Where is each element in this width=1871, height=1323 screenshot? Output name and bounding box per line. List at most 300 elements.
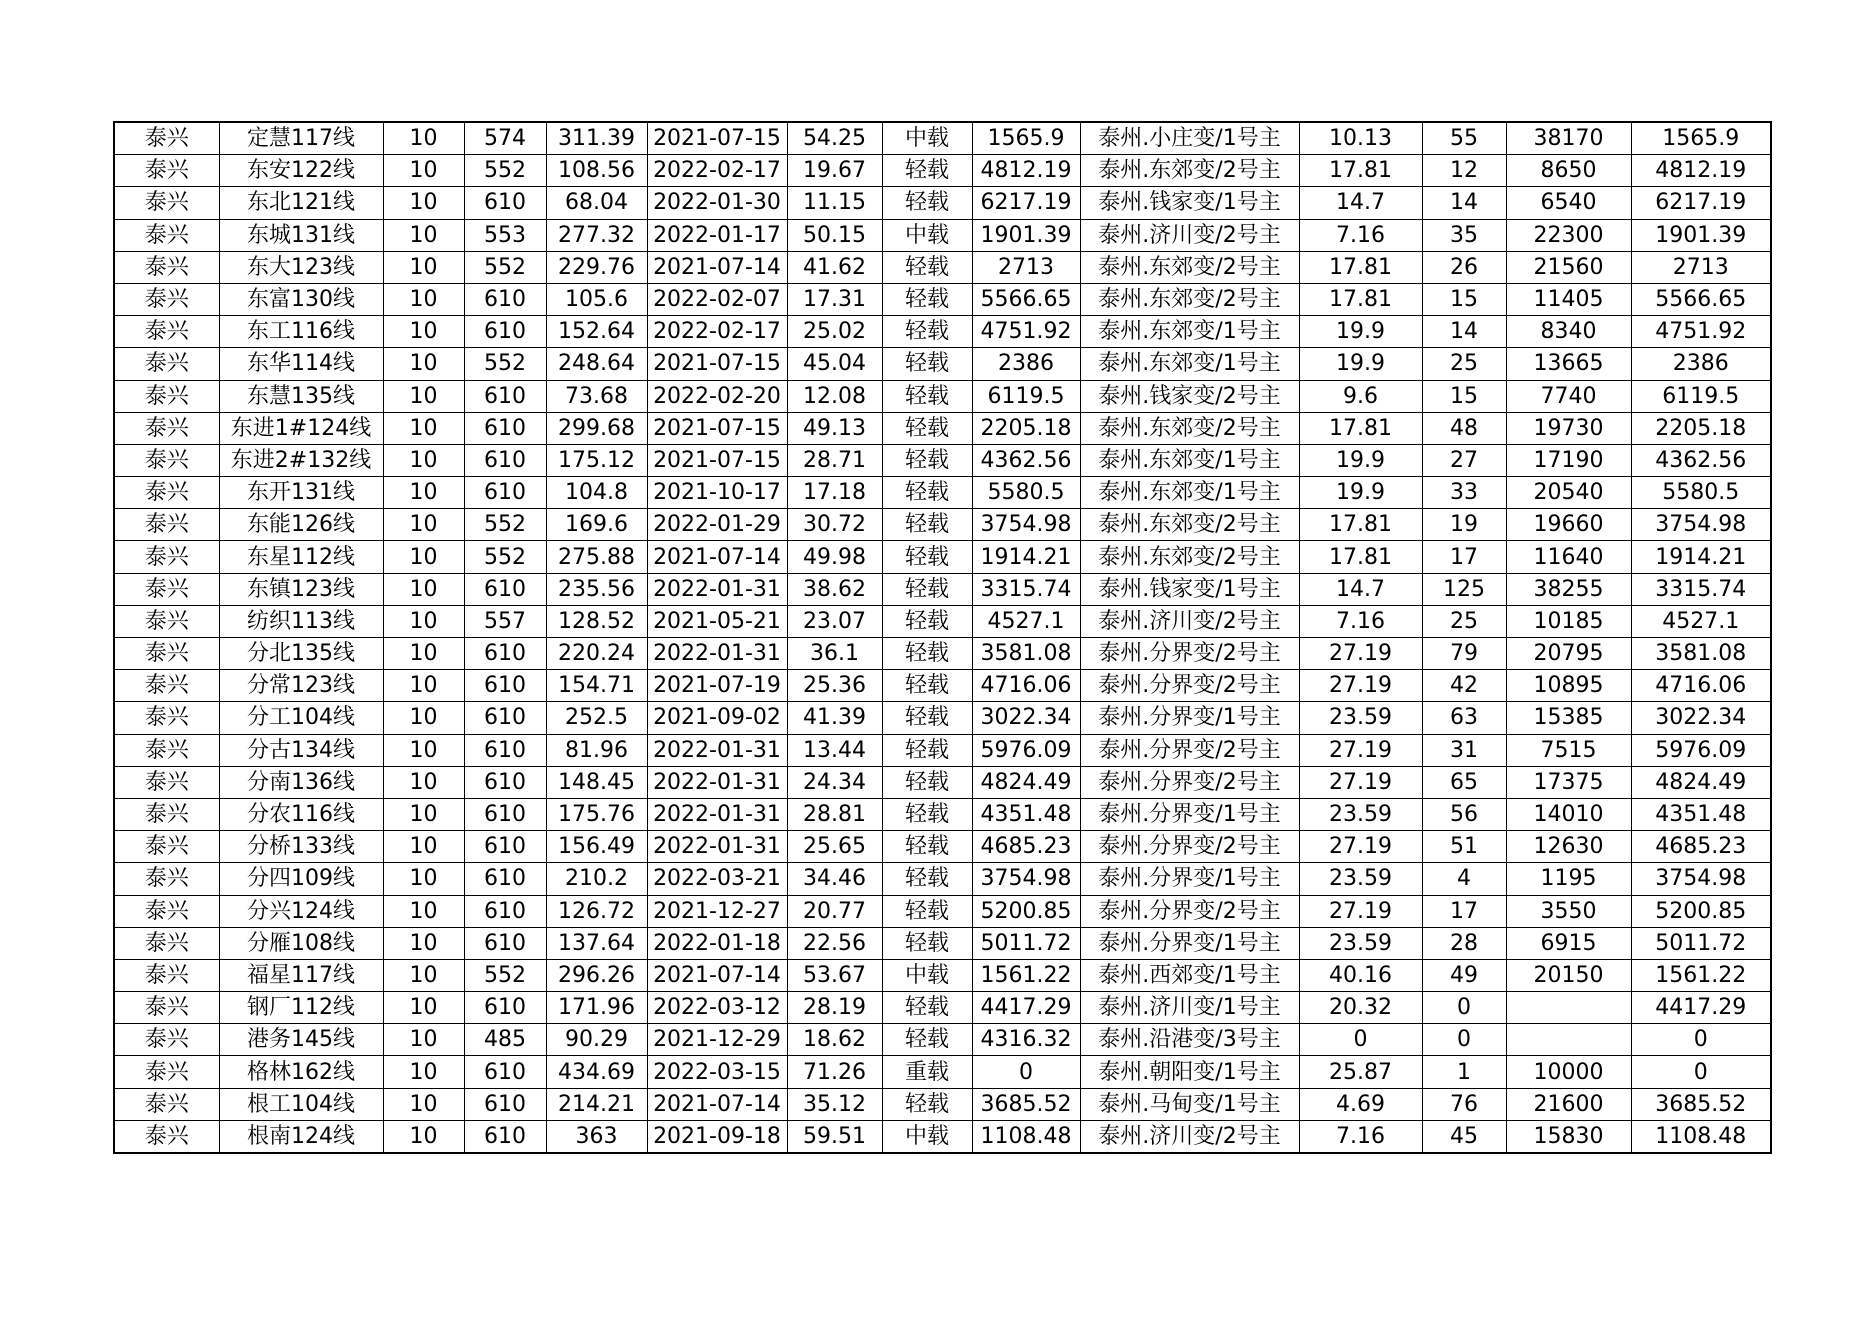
cell-date: 2022-01-31 <box>647 638 787 670</box>
cell-date: 2022-03-21 <box>647 863 787 895</box>
table-row <box>114 766 1771 798</box>
cell-date: 2021-12-27 <box>647 895 787 927</box>
cell-capacity: 552 <box>464 509 546 541</box>
cell-load-level: 轻载 <box>882 702 972 734</box>
table-row <box>114 541 1771 573</box>
cell-user-capacity <box>1506 992 1631 1024</box>
cell-load-level: 轻载 <box>882 831 972 863</box>
cell-line-name: 港务145线 <box>219 1024 383 1056</box>
cell-load-current: 73.68 <box>546 380 647 412</box>
cell-substation: 泰州.钱家变/2号主 <box>1080 380 1299 412</box>
cell-substation: 泰州.济川变/2号主 <box>1080 605 1299 637</box>
cell-date: 2022-02-17 <box>647 316 787 348</box>
cell-main-load-rate: 17.81 <box>1299 155 1422 187</box>
cell-date: 2022-01-31 <box>647 798 787 830</box>
cell-date: 2021-07-15 <box>647 348 787 380</box>
cell-load-current: 128.52 <box>546 605 647 637</box>
cell-load-current: 248.64 <box>546 348 647 380</box>
cell-user-count: 15 <box>1422 283 1506 315</box>
cell-capacity: 610 <box>464 316 546 348</box>
cell-user-capacity: 21600 <box>1506 1088 1631 1120</box>
cell-date: 2022-03-12 <box>647 992 787 1024</box>
cell-remaining-capacity: 3315.74 <box>1631 573 1771 605</box>
cell-capacity: 610 <box>464 380 546 412</box>
cell-load-current: 171.96 <box>546 992 647 1024</box>
cell-remaining-capacity: 4362.56 <box>1631 444 1771 476</box>
cell-date: 2022-01-31 <box>647 573 787 605</box>
cell-user-count: 63 <box>1422 702 1506 734</box>
cell-capacity: 610 <box>464 895 546 927</box>
cell-user-count: 49 <box>1422 959 1506 991</box>
cell-date: 2021-07-15 <box>647 412 787 444</box>
cell-available-capacity: 5200.85 <box>972 895 1080 927</box>
cell-voltage: 10 <box>383 831 464 863</box>
cell-load-level: 轻载 <box>882 1024 972 1056</box>
cell-capacity: 552 <box>464 251 546 283</box>
cell-user-count: 76 <box>1422 1088 1506 1120</box>
cell-substation: 泰州.分界变/2号主 <box>1080 734 1299 766</box>
cell-line-name: 分工104线 <box>219 702 383 734</box>
cell-user-capacity: 11640 <box>1506 541 1631 573</box>
cell-voltage: 10 <box>383 122 464 155</box>
cell-user-capacity: 10000 <box>1506 1056 1631 1088</box>
table-row <box>114 1056 1771 1088</box>
cell-load-current: 210.2 <box>546 863 647 895</box>
cell-region: 泰兴 <box>114 348 219 380</box>
cell-main-load-rate: 27.19 <box>1299 670 1422 702</box>
cell-substation: 泰州.钱家变/1号主 <box>1080 573 1299 605</box>
cell-voltage: 10 <box>383 959 464 991</box>
cell-main-load-rate: 14.7 <box>1299 573 1422 605</box>
cell-substation: 泰州.西郊变/1号主 <box>1080 959 1299 991</box>
cell-user-capacity: 8340 <box>1506 316 1631 348</box>
cell-remaining-capacity: 4751.92 <box>1631 316 1771 348</box>
table-row <box>114 477 1771 509</box>
cell-voltage: 10 <box>383 316 464 348</box>
cell-substation: 泰州.东郊变/2号主 <box>1080 412 1299 444</box>
cell-date: 2021-07-15 <box>647 122 787 155</box>
cell-substation: 泰州.分界变/1号主 <box>1080 927 1299 959</box>
cell-main-load-rate: 17.81 <box>1299 509 1422 541</box>
cell-region: 泰兴 <box>114 863 219 895</box>
cell-region: 泰兴 <box>114 444 219 476</box>
cell-substation: 泰州.东郊变/1号主 <box>1080 316 1299 348</box>
cell-substation: 泰州.马甸变/1号主 <box>1080 1088 1299 1120</box>
cell-date: 2021-12-29 <box>647 1024 787 1056</box>
cell-remaining-capacity: 4527.1 <box>1631 605 1771 637</box>
cell-voltage: 10 <box>383 702 464 734</box>
cell-load-rate: 49.98 <box>787 541 882 573</box>
cell-line-name: 东开131线 <box>219 477 383 509</box>
cell-user-count: 0 <box>1422 1024 1506 1056</box>
cell-capacity: 610 <box>464 638 546 670</box>
table-row <box>114 219 1771 251</box>
cell-capacity: 610 <box>464 798 546 830</box>
cell-line-name: 纺织113线 <box>219 605 383 637</box>
cell-substation: 泰州.济川变/1号主 <box>1080 992 1299 1024</box>
cell-main-load-rate: 25.87 <box>1299 1056 1422 1088</box>
cell-available-capacity: 4351.48 <box>972 798 1080 830</box>
cell-load-level: 轻载 <box>882 541 972 573</box>
cell-main-load-rate: 9.6 <box>1299 380 1422 412</box>
cell-line-name: 东富130线 <box>219 283 383 315</box>
table-row <box>114 380 1771 412</box>
table-row <box>114 927 1771 959</box>
cell-capacity: 610 <box>464 283 546 315</box>
cell-user-count: 125 <box>1422 573 1506 605</box>
cell-voltage: 10 <box>383 1120 464 1153</box>
cell-region: 泰兴 <box>114 219 219 251</box>
cell-load-level: 轻载 <box>882 187 972 219</box>
cell-user-count: 17 <box>1422 895 1506 927</box>
cell-available-capacity: 5976.09 <box>972 734 1080 766</box>
cell-substation: 泰州.东郊变/2号主 <box>1080 509 1299 541</box>
cell-line-name: 东能126线 <box>219 509 383 541</box>
cell-available-capacity: 4316.32 <box>972 1024 1080 1056</box>
cell-capacity: 552 <box>464 348 546 380</box>
cell-region: 泰兴 <box>114 380 219 412</box>
cell-capacity: 610 <box>464 187 546 219</box>
cell-load-rate: 45.04 <box>787 348 882 380</box>
cell-user-capacity: 19730 <box>1506 412 1631 444</box>
cell-substation: 泰州.东郊变/2号主 <box>1080 283 1299 315</box>
cell-line-name: 分兴124线 <box>219 895 383 927</box>
cell-voltage: 10 <box>383 187 464 219</box>
cell-load-level: 轻载 <box>882 316 972 348</box>
cell-line-name: 分雁108线 <box>219 927 383 959</box>
cell-line-name: 根南124线 <box>219 1120 383 1153</box>
cell-line-name: 钢厂112线 <box>219 992 383 1024</box>
cell-substation: 泰州.分界变/2号主 <box>1080 670 1299 702</box>
cell-user-count: 31 <box>1422 734 1506 766</box>
cell-load-current: 175.76 <box>546 798 647 830</box>
cell-load-current: 108.56 <box>546 155 647 187</box>
cell-main-load-rate: 17.81 <box>1299 412 1422 444</box>
cell-user-count: 35 <box>1422 219 1506 251</box>
cell-load-current: 137.64 <box>546 927 647 959</box>
cell-load-rate: 34.46 <box>787 863 882 895</box>
cell-load-rate: 50.15 <box>787 219 882 251</box>
cell-main-load-rate: 7.16 <box>1299 605 1422 637</box>
cell-load-level: 轻载 <box>882 509 972 541</box>
cell-line-name: 东慧135线 <box>219 380 383 412</box>
cell-line-name: 分古134线 <box>219 734 383 766</box>
cell-user-count: 25 <box>1422 348 1506 380</box>
cell-region: 泰兴 <box>114 316 219 348</box>
cell-voltage: 10 <box>383 638 464 670</box>
cell-region: 泰兴 <box>114 283 219 315</box>
cell-load-current: 296.26 <box>546 959 647 991</box>
cell-main-load-rate: 14.7 <box>1299 187 1422 219</box>
cell-date: 2021-09-02 <box>647 702 787 734</box>
cell-substation: 泰州.分界变/2号主 <box>1080 766 1299 798</box>
cell-substation: 泰州.东郊变/1号主 <box>1080 444 1299 476</box>
cell-voltage: 10 <box>383 283 464 315</box>
cell-available-capacity: 4716.06 <box>972 670 1080 702</box>
cell-line-name: 福星117线 <box>219 959 383 991</box>
cell-user-count: 26 <box>1422 251 1506 283</box>
cell-date: 2021-07-14 <box>647 959 787 991</box>
cell-remaining-capacity: 4417.29 <box>1631 992 1771 1024</box>
cell-date: 2022-01-17 <box>647 219 787 251</box>
cell-user-capacity: 15830 <box>1506 1120 1631 1153</box>
cell-available-capacity: 5580.5 <box>972 477 1080 509</box>
cell-line-name: 东城131线 <box>219 219 383 251</box>
cell-substation: 泰州.分界变/1号主 <box>1080 702 1299 734</box>
cell-substation: 泰州.济川变/2号主 <box>1080 219 1299 251</box>
cell-line-name: 东大123线 <box>219 251 383 283</box>
cell-load-rate: 19.67 <box>787 155 882 187</box>
table-body <box>114 122 1771 1153</box>
cell-region: 泰兴 <box>114 187 219 219</box>
cell-date: 2022-02-17 <box>647 155 787 187</box>
cell-available-capacity: 2713 <box>972 251 1080 283</box>
table-row <box>114 1024 1771 1056</box>
cell-remaining-capacity: 0 <box>1631 1056 1771 1088</box>
cell-available-capacity: 4527.1 <box>972 605 1080 637</box>
cell-region: 泰兴 <box>114 155 219 187</box>
cell-load-level: 中载 <box>882 219 972 251</box>
cell-load-rate: 41.39 <box>787 702 882 734</box>
cell-voltage: 10 <box>383 412 464 444</box>
cell-available-capacity: 6119.5 <box>972 380 1080 412</box>
cell-load-current: 235.56 <box>546 573 647 605</box>
cell-load-level: 轻载 <box>882 734 972 766</box>
cell-load-level: 轻载 <box>882 348 972 380</box>
cell-load-level: 轻载 <box>882 766 972 798</box>
cell-load-rate: 25.65 <box>787 831 882 863</box>
cell-user-count: 15 <box>1422 380 1506 412</box>
cell-region: 泰兴 <box>114 605 219 637</box>
cell-user-count: 45 <box>1422 1120 1506 1153</box>
cell-main-load-rate: 19.9 <box>1299 477 1422 509</box>
cell-available-capacity: 3022.34 <box>972 702 1080 734</box>
cell-load-rate: 59.51 <box>787 1120 882 1153</box>
cell-voltage: 10 <box>383 380 464 412</box>
cell-region: 泰兴 <box>114 734 219 766</box>
cell-available-capacity: 1914.21 <box>972 541 1080 573</box>
cell-voltage: 10 <box>383 1056 464 1088</box>
cell-remaining-capacity: 2713 <box>1631 251 1771 283</box>
cell-available-capacity: 1561.22 <box>972 959 1080 991</box>
cell-load-current: 148.45 <box>546 766 647 798</box>
cell-date: 2021-07-14 <box>647 251 787 283</box>
table-row <box>114 831 1771 863</box>
cell-date: 2022-01-31 <box>647 734 787 766</box>
table-row <box>114 670 1771 702</box>
cell-capacity: 610 <box>464 863 546 895</box>
cell-load-rate: 22.56 <box>787 927 882 959</box>
cell-date: 2021-07-19 <box>647 670 787 702</box>
cell-user-count: 55 <box>1422 122 1506 155</box>
cell-user-count: 48 <box>1422 412 1506 444</box>
cell-user-capacity: 10895 <box>1506 670 1631 702</box>
cell-available-capacity: 5011.72 <box>972 927 1080 959</box>
table-row <box>114 316 1771 348</box>
cell-user-capacity: 10185 <box>1506 605 1631 637</box>
cell-load-rate: 25.02 <box>787 316 882 348</box>
cell-substation: 泰州.分界变/2号主 <box>1080 895 1299 927</box>
table-row <box>114 863 1771 895</box>
cell-available-capacity: 1108.48 <box>972 1120 1080 1153</box>
cell-main-load-rate: 27.19 <box>1299 734 1422 766</box>
cell-main-load-rate: 19.9 <box>1299 316 1422 348</box>
cell-remaining-capacity: 1914.21 <box>1631 541 1771 573</box>
cell-line-name: 格林162线 <box>219 1056 383 1088</box>
cell-remaining-capacity: 5580.5 <box>1631 477 1771 509</box>
cell-user-count: 33 <box>1422 477 1506 509</box>
cell-region: 泰兴 <box>114 509 219 541</box>
cell-voltage: 10 <box>383 541 464 573</box>
cell-substation: 泰州.东郊变/2号主 <box>1080 155 1299 187</box>
cell-line-name: 分四109线 <box>219 863 383 895</box>
table-row <box>114 702 1771 734</box>
cell-region: 泰兴 <box>114 992 219 1024</box>
cell-load-rate: 18.62 <box>787 1024 882 1056</box>
cell-region: 泰兴 <box>114 927 219 959</box>
cell-region: 泰兴 <box>114 766 219 798</box>
cell-load-rate: 24.34 <box>787 766 882 798</box>
table-row <box>114 283 1771 315</box>
cell-main-load-rate: 17.81 <box>1299 251 1422 283</box>
cell-voltage: 10 <box>383 734 464 766</box>
cell-voltage: 10 <box>383 605 464 637</box>
cell-date: 2022-03-15 <box>647 1056 787 1088</box>
cell-remaining-capacity: 2205.18 <box>1631 412 1771 444</box>
cell-region: 泰兴 <box>114 412 219 444</box>
cell-main-load-rate: 20.32 <box>1299 992 1422 1024</box>
cell-user-capacity: 12630 <box>1506 831 1631 863</box>
cell-voltage: 10 <box>383 477 464 509</box>
cell-load-current: 252.5 <box>546 702 647 734</box>
cell-load-current: 277.32 <box>546 219 647 251</box>
cell-remaining-capacity: 4824.49 <box>1631 766 1771 798</box>
cell-user-count: 14 <box>1422 316 1506 348</box>
cell-load-rate: 36.1 <box>787 638 882 670</box>
cell-main-load-rate: 27.19 <box>1299 895 1422 927</box>
cell-load-current: 104.8 <box>546 477 647 509</box>
cell-load-rate: 17.31 <box>787 283 882 315</box>
cell-voltage: 10 <box>383 1024 464 1056</box>
cell-user-capacity: 1195 <box>1506 863 1631 895</box>
cell-user-capacity: 15385 <box>1506 702 1631 734</box>
cell-date: 2022-01-31 <box>647 766 787 798</box>
cell-substation: 泰州.济川变/2号主 <box>1080 1120 1299 1153</box>
cell-load-rate: 17.18 <box>787 477 882 509</box>
cell-user-capacity: 6915 <box>1506 927 1631 959</box>
cell-load-current: 214.21 <box>546 1088 647 1120</box>
cell-remaining-capacity: 2386 <box>1631 348 1771 380</box>
cell-line-name: 东星112线 <box>219 541 383 573</box>
cell-user-count: 51 <box>1422 831 1506 863</box>
cell-voltage: 10 <box>383 348 464 380</box>
cell-load-current: 156.49 <box>546 831 647 863</box>
cell-remaining-capacity: 6217.19 <box>1631 187 1771 219</box>
cell-capacity: 610 <box>464 831 546 863</box>
cell-date: 2022-01-29 <box>647 509 787 541</box>
cell-load-rate: 23.07 <box>787 605 882 637</box>
cell-available-capacity: 4417.29 <box>972 992 1080 1024</box>
cell-user-capacity: 20540 <box>1506 477 1631 509</box>
cell-available-capacity: 5566.65 <box>972 283 1080 315</box>
cell-load-current: 81.96 <box>546 734 647 766</box>
cell-user-capacity: 14010 <box>1506 798 1631 830</box>
cell-voltage: 10 <box>383 573 464 605</box>
cell-user-count: 28 <box>1422 927 1506 959</box>
cell-user-count: 1 <box>1422 1056 1506 1088</box>
cell-main-load-rate: 7.16 <box>1299 219 1422 251</box>
cell-region: 泰兴 <box>114 831 219 863</box>
cell-main-load-rate: 23.59 <box>1299 927 1422 959</box>
cell-main-load-rate: 23.59 <box>1299 702 1422 734</box>
cell-load-current: 90.29 <box>546 1024 647 1056</box>
cell-available-capacity: 4685.23 <box>972 831 1080 863</box>
cell-line-name: 东进1#124线 <box>219 412 383 444</box>
cell-capacity: 485 <box>464 1024 546 1056</box>
cell-substation: 泰州.东郊变/1号主 <box>1080 348 1299 380</box>
cell-load-current: 434.69 <box>546 1056 647 1088</box>
cell-load-rate: 54.25 <box>787 122 882 155</box>
cell-available-capacity: 1901.39 <box>972 219 1080 251</box>
cell-load-current: 154.71 <box>546 670 647 702</box>
cell-load-rate: 41.62 <box>787 251 882 283</box>
cell-remaining-capacity: 1565.9 <box>1631 122 1771 155</box>
table-row <box>114 734 1771 766</box>
cell-capacity: 552 <box>464 959 546 991</box>
cell-available-capacity: 3315.74 <box>972 573 1080 605</box>
table-row <box>114 605 1771 637</box>
cell-capacity: 610 <box>464 702 546 734</box>
cell-date: 2021-07-14 <box>647 541 787 573</box>
cell-voltage: 10 <box>383 798 464 830</box>
cell-user-capacity: 3550 <box>1506 895 1631 927</box>
cell-user-capacity <box>1506 1024 1631 1056</box>
cell-region: 泰兴 <box>114 251 219 283</box>
cell-date: 2022-01-18 <box>647 927 787 959</box>
cell-capacity: 553 <box>464 219 546 251</box>
cell-remaining-capacity: 3754.98 <box>1631 509 1771 541</box>
cell-available-capacity: 4824.49 <box>972 766 1080 798</box>
cell-region: 泰兴 <box>114 122 219 155</box>
cell-main-load-rate: 4.69 <box>1299 1088 1422 1120</box>
cell-user-count: 42 <box>1422 670 1506 702</box>
cell-capacity: 610 <box>464 444 546 476</box>
cell-region: 泰兴 <box>114 541 219 573</box>
cell-user-count: 25 <box>1422 605 1506 637</box>
cell-load-rate: 30.72 <box>787 509 882 541</box>
cell-line-name: 东工116线 <box>219 316 383 348</box>
cell-voltage: 10 <box>383 155 464 187</box>
cell-remaining-capacity: 3685.52 <box>1631 1088 1771 1120</box>
cell-line-name: 根工104线 <box>219 1088 383 1120</box>
cell-load-level: 轻载 <box>882 380 972 412</box>
cell-load-rate: 35.12 <box>787 1088 882 1120</box>
cell-main-load-rate: 17.81 <box>1299 541 1422 573</box>
cell-load-level: 轻载 <box>882 477 972 509</box>
cell-available-capacity: 6217.19 <box>972 187 1080 219</box>
cell-capacity: 610 <box>464 477 546 509</box>
cell-main-load-rate: 19.9 <box>1299 348 1422 380</box>
cell-load-rate: 53.67 <box>787 959 882 991</box>
cell-substation: 泰州.沿港变/3号主 <box>1080 1024 1299 1056</box>
cell-main-load-rate: 27.19 <box>1299 638 1422 670</box>
cell-line-name: 东安122线 <box>219 155 383 187</box>
cell-load-current: 220.24 <box>546 638 647 670</box>
cell-date: 2022-01-31 <box>647 831 787 863</box>
cell-load-current: 68.04 <box>546 187 647 219</box>
cell-load-level: 轻载 <box>882 992 972 1024</box>
cell-main-load-rate: 23.59 <box>1299 798 1422 830</box>
